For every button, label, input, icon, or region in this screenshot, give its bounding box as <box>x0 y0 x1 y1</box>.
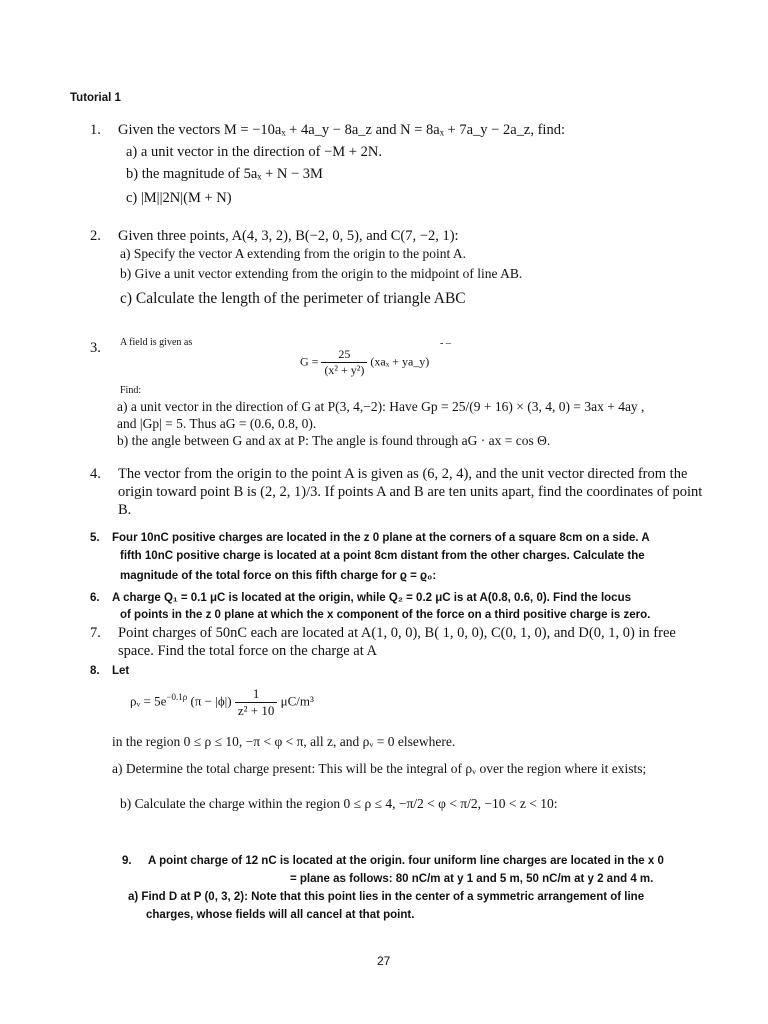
density-mid: (π − |ϕ|) <box>190 693 232 709</box>
field-equation-denominator: (x² + y²) <box>324 363 365 377</box>
question-2c: c) Calculate the length of the perimeter of triangle ABC <box>120 290 466 307</box>
question-1c: c) |M||2N|(M + N) <box>126 190 232 206</box>
question-4-number: 4. <box>90 466 101 482</box>
question-4-line2: origin toward point B is (2, 2, 1)/3. If points A and B are ten units apart, find the coordinates of point <box>118 484 703 500</box>
density-denominator: z² + 10 <box>237 703 275 718</box>
question-8-number: 8. <box>90 665 100 677</box>
question-8b: b) Calculate the charge within the region 0 ≤ ρ ≤ 4, −π/2 < φ < π/2, −10 < z < 10: <box>120 796 558 811</box>
question-6-number: 6. <box>90 592 100 604</box>
page-number: 27 <box>377 954 391 968</box>
question-3-intro: A field is given as <box>120 337 193 348</box>
question-9-line2: = plane as follows: 80 nC/m at y 1 and 5 m, 50 nC/m at y 2 and 4 m. <box>290 873 654 885</box>
question-1-text: Given the vectors M = −10aₓ + 4a_y − 8a_z and N = 8aₓ + 7a_y − 2a_z, find: <box>118 122 565 138</box>
question-8-region: in the region 0 ≤ ρ ≤ 10, −π < φ < π, all z, and ρᵥ = 0 elsewhere. <box>112 734 456 749</box>
question-7-line2: space. Find the total force on the charge at A <box>118 643 378 659</box>
question-4-line1: The vector from the origin to the point A is given as (6, 2, 4), and the unit vector directed from the <box>118 466 688 482</box>
density-fraction <box>235 686 278 719</box>
question-6-line2: of points in the z 0 plane at which the x component of the force on a third positive charge is zero. <box>120 609 651 621</box>
question-5-line3: magnitude of the total force on this fifth charge for ϱ = ϱ₀: <box>120 570 437 582</box>
density-numerator: 1 <box>235 686 278 703</box>
question-8a: a) Determine the total charge present: This will be the integral of ρᵥ over the region where it exists; <box>112 761 647 776</box>
density-exponent: −0.1ρ <box>166 692 188 703</box>
question-7-number: 7. <box>90 625 101 641</box>
question-9-line1: A point charge of 12 nC is located at the origin. four uniform line charges are located in the x 0 <box>148 855 664 867</box>
question-3a-line2: and |Gp| = 5. Thus aG = (0.6, 0.8, 0). <box>117 416 317 431</box>
charge-density-equation <box>130 686 314 719</box>
question-9a-line2: charges, whose fields will all cancel at that point. <box>146 909 415 921</box>
question-2-number: 2. <box>90 228 101 244</box>
density-lhs: ρᵥ = 5e <box>130 693 167 709</box>
question-1a: a) a unit vector in the direction of −M + 2N. <box>126 144 382 160</box>
question-5-number: 5. <box>90 532 100 544</box>
question-8-let: Let <box>112 665 130 677</box>
question-5-line2: fifth 10nC positive charge is located at a point 8cm distant from the other charges. Calculate the <box>120 550 645 562</box>
page-title: Tutorial 1 <box>70 92 121 104</box>
question-1b: b) the magnitude of 5aₓ + N − 3M <box>126 166 323 182</box>
field-equation-numerator: 25 <box>321 347 367 363</box>
question-9-number: 9. <box>122 855 132 867</box>
question-4-line3: B. <box>118 502 132 518</box>
field-equation-fraction <box>321 347 367 378</box>
field-equation-lhs: G = <box>300 354 319 369</box>
question-1-number: 1. <box>90 122 101 138</box>
question-3-dash: - – <box>440 338 451 349</box>
question-5-line1: Four 10nC positive charges are located in the z 0 plane at the corners of a square 8cm on a side. A <box>112 532 650 544</box>
question-6-line1: A charge Q₁ = 0.1 μC is located at the origin, while Q₂ = 0.2 μC is at A(0.8, 0.6, 0). Find the locus <box>112 592 631 604</box>
field-equation-rhs: (xaₓ + ya_y) <box>370 354 430 369</box>
question-7-line1: Point charges of 50nC each are located at A(1, 0, 0), B( 1, 0, 0), C(0, 1, 0), and D(0, 1, 0) in free <box>118 625 676 641</box>
question-3b: b) the angle between G and ax at P: The angle is found through aG · ax = cos Θ. <box>117 433 551 448</box>
question-3a-line1: a) a unit vector in the direction of G at P(3, 4,−2): Have Gp = 25/(9 + 16) × (3, 4, 0) = 3ax + 4ay , <box>117 399 645 414</box>
question-3-number: 3. <box>90 340 101 356</box>
question-9a-line1: a) Find D at P (0, 3, 2): Note that this point lies in the center of a symmetric arrangement of line <box>128 891 645 903</box>
question-2b: b) Give a unit vector extending from the origin to the midpoint of line AB. <box>120 266 523 281</box>
question-3-find: Find: <box>120 385 142 396</box>
question-2a: a) Specify the vector A extending from the origin to the point A. <box>120 246 467 261</box>
field-equation <box>300 347 429 378</box>
question-2-text: Given three points, A(4, 3, 2), B(−2, 0, 5), and C(7, −2, 1): <box>118 228 459 244</box>
density-unit: μC/m³ <box>280 693 314 709</box>
